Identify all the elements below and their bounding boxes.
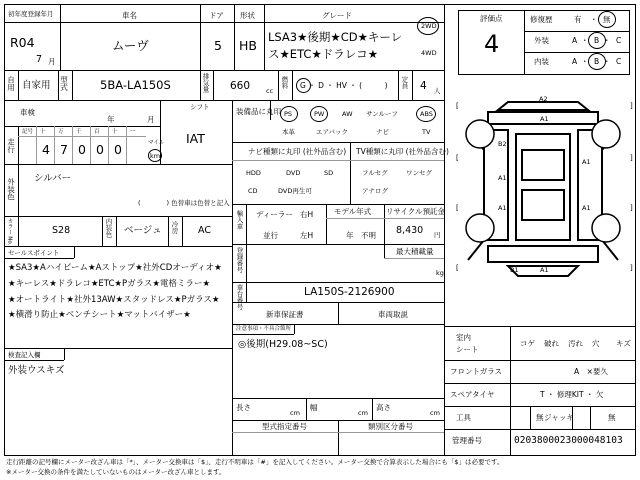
selling-point-4: ★横滑り防止★ベンチシート★マットバイザー★ bbox=[8, 310, 191, 320]
diagram-label-a1-rear: A1 bbox=[540, 266, 549, 274]
doors-label: ドア bbox=[209, 11, 224, 20]
drive-4wd: 4WD bbox=[421, 49, 437, 57]
condition-sep: ・ bbox=[590, 15, 598, 24]
interior-sheet-item: コゲ bbox=[520, 339, 535, 348]
color-code-label: カラー No. bbox=[6, 218, 13, 246]
odometer-header: 一 bbox=[130, 129, 136, 135]
mile-unit: マイル bbox=[148, 140, 165, 146]
inspector-value: 外装ウスキズ bbox=[8, 365, 65, 376]
spare-label: スペアタイヤ bbox=[450, 390, 495, 399]
model-year-label: モデル年式 bbox=[334, 207, 372, 216]
tv-item: ワンセグ bbox=[406, 169, 432, 177]
interior-color-value: ベージュ bbox=[124, 225, 162, 236]
inspection-month-label: 月 bbox=[147, 115, 155, 124]
inspection-year-label: 年 bbox=[107, 115, 115, 124]
weight-unit: kg bbox=[436, 269, 444, 277]
interior-sheet-label-1: 室内 bbox=[456, 333, 471, 342]
shift-label: シフト bbox=[190, 103, 210, 111]
diagram-label-a1-front: A1 bbox=[540, 115, 549, 123]
svg-text:]: ] bbox=[630, 102, 633, 110]
option-sep: ・ bbox=[603, 36, 611, 45]
nav-item: SD bbox=[324, 169, 334, 177]
interior_options-option: A bbox=[572, 57, 578, 66]
import-label: 輸入車 bbox=[235, 210, 244, 230]
svg-text:]: ] bbox=[630, 204, 633, 212]
km-unit: km bbox=[150, 152, 161, 160]
nav-item: CD bbox=[248, 187, 258, 195]
nav-item: DVD再生可 bbox=[278, 187, 312, 195]
svg-text:[: [ bbox=[456, 154, 459, 162]
drive-2wd: 2WD bbox=[421, 22, 437, 30]
selling-points-label: セールスポイント bbox=[8, 249, 60, 257]
length-unit: cm bbox=[290, 409, 300, 417]
mileage-label: 走行 bbox=[6, 138, 16, 153]
car-name-label: 車名 bbox=[122, 11, 137, 20]
odometer-header: 十 bbox=[40, 129, 46, 135]
odometer-header: 十 bbox=[112, 129, 118, 135]
car-name: ムーヴ bbox=[112, 38, 149, 53]
capacity-unit: 人 bbox=[434, 87, 441, 95]
tools-value: 無 bbox=[536, 413, 544, 422]
manage-label: 管理番号 bbox=[452, 436, 482, 445]
recycle-unit: 円 bbox=[434, 231, 441, 239]
jack-value: 無 bbox=[608, 413, 616, 422]
weight-label: 最大積載量 bbox=[396, 247, 434, 256]
condition-option-yes: 有 bbox=[574, 15, 582, 24]
remarks-value: ◎後期(H29.08~SC) bbox=[238, 339, 328, 350]
capacity-value: 4 bbox=[420, 80, 427, 92]
capacity-label: 定員 bbox=[400, 76, 409, 89]
interior-sheet-item: 破れ bbox=[544, 339, 559, 348]
height-label: 高さ bbox=[376, 403, 391, 412]
equipment-label: 装備品に丸印 bbox=[236, 107, 281, 116]
spare-value: T ・ 修理KIT ・ 欠 bbox=[540, 390, 604, 399]
type-designation-label: 型式指定番号 bbox=[262, 422, 307, 431]
tv-title: TV種類に丸印 (社外品含む) bbox=[356, 147, 449, 156]
exterior-label: 外装色 bbox=[6, 178, 16, 201]
doors-value: 5 bbox=[214, 38, 222, 53]
interior-color-label: 内装色 bbox=[104, 218, 113, 238]
month-unit: 月 bbox=[48, 57, 56, 66]
remarks-label: 注意事項・不具合箇所 bbox=[236, 326, 292, 332]
first-reg-era: R04 bbox=[10, 35, 35, 50]
condition-label: 修復歴 bbox=[530, 15, 553, 24]
shape-value: HB bbox=[239, 38, 257, 53]
equipment-item: エアバック bbox=[316, 128, 348, 136]
nav-item: HDD bbox=[246, 169, 261, 177]
diagram-label-b1: B1 bbox=[510, 266, 519, 274]
equipment-item: 本革 bbox=[282, 128, 295, 136]
diagram-label-a1-right: A1 bbox=[582, 158, 591, 166]
tv-item: アナログ bbox=[362, 187, 388, 195]
front-glass-value: A ×要久 bbox=[574, 367, 608, 376]
exterior_options-option: B bbox=[594, 36, 600, 45]
grade-label: グレード bbox=[322, 11, 352, 20]
displacement-label: 排気量 bbox=[201, 73, 210, 93]
class-number-label: 類別区分番号 bbox=[368, 422, 413, 431]
interior-sheet-label-2: シート bbox=[456, 345, 479, 354]
model-label: 型式 bbox=[59, 76, 69, 91]
warranty-label: 新車保証書 bbox=[266, 310, 304, 319]
interior_options-option: C bbox=[616, 57, 622, 66]
odometer-digit: 0 bbox=[78, 142, 86, 157]
fuel-label: 燃料 bbox=[280, 76, 289, 89]
width-unit: cm bbox=[358, 409, 368, 417]
interior_options-option: B bbox=[594, 57, 600, 66]
svg-text:]: ] bbox=[630, 154, 633, 162]
inspector-label: 検査記入欄 bbox=[8, 351, 41, 359]
car-damage-diagram bbox=[448, 90, 638, 300]
interior-sheet-item: 汚れ bbox=[568, 339, 583, 348]
diagram-label-a1-left: A1 bbox=[498, 174, 507, 182]
import-parallel: 並行 bbox=[263, 231, 278, 240]
diagram-label-a1-left2: A1 bbox=[498, 204, 507, 212]
footer-line-1: 走行距離の記号欄にメーター改ざん車は「*」、メーター交換車は「$」、走行不明車は「#」を記入してください。メーター交換で合算表示した場合にも「$」は必要です。 bbox=[6, 458, 504, 466]
interior-grade-label: 内装 bbox=[534, 57, 549, 66]
recycle-value: 8,430 bbox=[396, 225, 424, 236]
condition-option-no: 無 bbox=[603, 15, 611, 24]
fuel-options: G ・ D ・ HV ・ ( ) bbox=[300, 81, 388, 90]
diagram-label-a2: A2 bbox=[539, 95, 548, 103]
displacement-unit: cc bbox=[266, 87, 274, 95]
exterior-grade-label: 外装 bbox=[534, 36, 549, 45]
odometer-header: 記号 bbox=[22, 129, 34, 135]
odometer-header: 千 bbox=[76, 129, 82, 135]
use-value: 自家用 bbox=[22, 80, 51, 91]
grade-line2: ス★ETC★ドラレコ★ bbox=[268, 47, 379, 61]
width-label: 幅 bbox=[310, 403, 318, 412]
score-value: 4 bbox=[484, 30, 500, 58]
shape-label: 形状 bbox=[240, 11, 255, 20]
odometer-digit: 7 bbox=[60, 142, 68, 157]
svg-text:[: [ bbox=[456, 264, 459, 272]
equipment-item: PS bbox=[284, 110, 293, 118]
score-label: 評価点 bbox=[480, 14, 503, 23]
ac-label: 冷房 bbox=[170, 221, 179, 234]
tv-item: フルセグ bbox=[362, 169, 388, 177]
chassis-value: LA150S-2126900 bbox=[304, 286, 395, 298]
option-sep: ・ bbox=[581, 57, 589, 66]
ac-value: AC bbox=[198, 225, 211, 236]
tools-label: 工具 bbox=[456, 413, 471, 422]
exterior-value: シルバー bbox=[34, 173, 72, 184]
selling-point-3: ★オートライト★社外13AW★スタッドレス★Pガラス★ bbox=[8, 295, 220, 305]
inspection-label: 車検 bbox=[20, 108, 35, 117]
equipment-item: TV bbox=[422, 128, 431, 136]
option-sep: ・ bbox=[581, 36, 589, 45]
exterior_options-option: C bbox=[616, 36, 622, 45]
svg-text:[: [ bbox=[456, 204, 459, 212]
odometer-digit: 0 bbox=[96, 142, 104, 157]
color-code-value: S28 bbox=[52, 225, 71, 236]
shift-value: IAT bbox=[186, 131, 205, 146]
import-dealer: ディーラー bbox=[256, 210, 293, 219]
equipment-item: サンルーフ bbox=[366, 110, 398, 118]
chassis-label: 車台番号 bbox=[235, 284, 244, 310]
model-value: 5BA-LA150S bbox=[100, 78, 171, 92]
selling-point-2: ★キーレス★ドラレコ★ETC★Pガラス★電格ミラー★ bbox=[8, 279, 211, 289]
nav-title: ナビ種類に丸印 (社外品含む) bbox=[248, 147, 347, 156]
svg-text:]: ] bbox=[630, 264, 633, 272]
odometer-digit: 0 bbox=[114, 142, 122, 157]
height-unit: cm bbox=[430, 409, 440, 417]
odometer-digit: 4 bbox=[42, 142, 50, 157]
first-reg-label: 初年度登録年月 bbox=[8, 10, 54, 18]
diagram-label-a1-right2: A1 bbox=[582, 204, 591, 212]
interior-sheet-item: 穴 bbox=[592, 339, 600, 348]
odometer-header: 百 bbox=[94, 129, 100, 135]
model-year-value: 年 不明 bbox=[346, 231, 376, 240]
import-left: 左H bbox=[300, 231, 314, 240]
equipment-item: ナビ bbox=[376, 128, 389, 136]
footer-line-2: ※メーター交換の条件を満たしていないものはメーター改ざん車とします。 bbox=[6, 468, 226, 476]
equipment-item: ABS bbox=[420, 110, 433, 118]
front-glass-label: フロントガラス bbox=[450, 367, 503, 376]
first-reg-month: 7 bbox=[36, 54, 43, 65]
exterior-note: ( ) 色替車は色替と記入 bbox=[138, 199, 230, 207]
interior-sheet-item: キズ bbox=[616, 339, 631, 348]
svg-text:[: [ bbox=[456, 102, 459, 110]
jack-label: ジャッキ bbox=[544, 413, 574, 422]
use-label: 自用 bbox=[6, 76, 16, 91]
import-right: 右H bbox=[300, 210, 314, 219]
equipment-item: PW bbox=[314, 110, 325, 118]
option-sep: ・ bbox=[603, 57, 611, 66]
nav-item: DVD bbox=[286, 169, 301, 177]
grade-line1: LSA3★後期★CD★キーレ bbox=[268, 30, 403, 44]
registration-label: 登録番号 bbox=[235, 247, 244, 273]
exterior_options-option: A bbox=[572, 36, 578, 45]
diagram-label-b2: B2 bbox=[498, 140, 507, 148]
manage-value: 02038000230000481​03 bbox=[514, 435, 623, 446]
manual-label: 車両取説 bbox=[378, 310, 408, 319]
length-label: 長さ bbox=[236, 403, 251, 412]
displacement-value: 660 bbox=[230, 80, 251, 92]
selling-point-1: ★SA3★Aハイビーム★Aストップ★社外CDオーディオ★ bbox=[8, 263, 222, 273]
recycle-label: リサイクル預託金 bbox=[386, 207, 445, 216]
odometer-header: 万 bbox=[58, 129, 64, 135]
equipment-item: AW bbox=[342, 110, 353, 118]
